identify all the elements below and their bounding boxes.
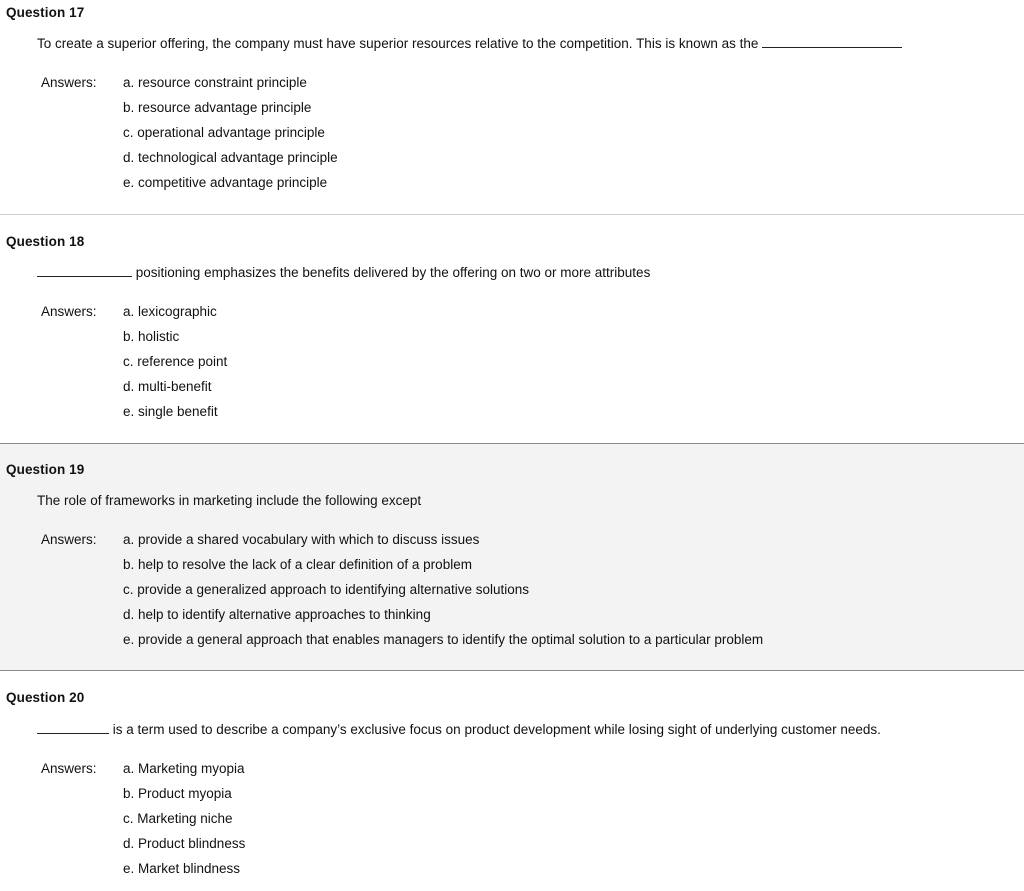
answer-option-b[interactable]: b. Product myopia bbox=[123, 786, 232, 801]
answer-option-e[interactable]: e. provide a general approach that enables managers to identify the optimal solution to a particular problem bbox=[123, 632, 764, 647]
answer-option-a[interactable]: a. lexicographic bbox=[123, 304, 217, 319]
answer-option-b[interactable]: b. holistic bbox=[123, 329, 180, 344]
answer-option-a[interactable]: a. resource constraint principle bbox=[123, 75, 307, 90]
answers-label: Answers: bbox=[41, 75, 97, 90]
answer-option-e[interactable]: e. single benefit bbox=[123, 404, 218, 419]
question-title: Question 20 bbox=[6, 690, 85, 705]
answer-option-e[interactable]: e. competitive advantage principle bbox=[123, 175, 328, 190]
answer-option-b[interactable]: b. help to resolve the lack of a clear definition of a problem bbox=[123, 557, 472, 572]
answer-option-a[interactable]: a. provide a shared vocabulary with which to discuss issues bbox=[123, 532, 480, 547]
answers-label: Answers: bbox=[41, 304, 97, 319]
question-stem bbox=[37, 265, 650, 280]
answer-option-e[interactable]: e. Market blindness bbox=[123, 861, 241, 876]
answer-option-d[interactable]: d. help to identify alternative approaches to thinking bbox=[123, 607, 431, 622]
answer-option-d[interactable]: d. Product blindness bbox=[123, 836, 246, 851]
answer-option-d[interactable]: d. multi-benefit bbox=[123, 379, 212, 394]
answer-option-d[interactable]: d. technological advantage principle bbox=[123, 150, 338, 165]
question-title: Question 18 bbox=[6, 234, 85, 249]
answer-option-c[interactable]: c. reference point bbox=[123, 354, 228, 369]
answers-label: Answers: bbox=[41, 761, 97, 776]
question-stem bbox=[37, 722, 881, 737]
answer-option-c[interactable]: c. provide a generalized approach to identifying alternative solutions bbox=[123, 582, 530, 597]
question-title: Question 19 bbox=[6, 462, 85, 477]
question-stem bbox=[37, 36, 902, 51]
divider bbox=[0, 670, 1024, 671]
answer-blank bbox=[37, 722, 109, 734]
question-19 bbox=[0, 443, 1024, 671]
answer-blank bbox=[762, 36, 902, 48]
answer-option-a[interactable]: a. Marketing myopia bbox=[123, 761, 245, 776]
answer-option-c[interactable]: c. operational advantage principle bbox=[123, 125, 325, 140]
question-stem-text: To create a superior offering, the company must have superior resources relative to the competition. This is known as the bbox=[37, 36, 759, 51]
answer-blank bbox=[37, 265, 132, 277]
question-stem: The role of frameworks in marketing include the following except bbox=[37, 493, 422, 508]
question-20 bbox=[0, 672, 1024, 891]
question-title: Question 17 bbox=[6, 5, 85, 20]
question-17 bbox=[0, 0, 1024, 214]
divider bbox=[0, 443, 1024, 444]
answer-option-b[interactable]: b. resource advantage principle bbox=[123, 100, 312, 115]
answer-option-c[interactable]: c. Marketing niche bbox=[123, 811, 233, 826]
question-stem-text: positioning emphasizes the benefits delivered by the offering on two or more attributes bbox=[135, 265, 651, 280]
question-stem-text: is a term used to describe a company’s exclusive focus on product development while losing sight of underlying customer needs. bbox=[112, 722, 881, 737]
question-18 bbox=[0, 215, 1024, 443]
answers-label: Answers: bbox=[41, 532, 97, 547]
